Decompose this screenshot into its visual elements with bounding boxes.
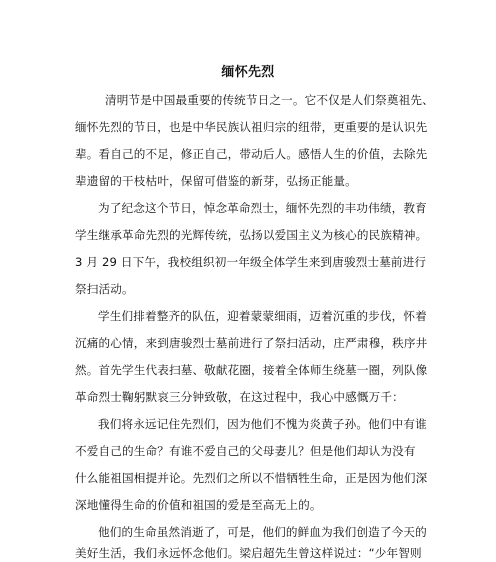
paragraph-1-line-1: 清明节是中国最重要的传统节日之一。它不仅是人们祭奠祖先、 [105,93,434,107]
paragraph-4-line-4: 深地懂得生命的价值和祖国的爱是至高无上的。 [75,498,322,512]
paragraph-3-line-3: 然。首先学生代表扫墓、敬献花圈，接着全体师生绕墓一圈，列队像 [75,363,428,377]
paragraph-2-line-4: 祭扫活动。 [75,282,134,296]
paragraph-2-line-2: 学生继承革命先烈的光辉传统，弘扬以爱国主义为核心的民族精神。 [75,228,428,242]
paragraph-1-line-3: 辈。看自己的不足，修正自己，带动后人。感悟人生的价值，去除先 [75,147,428,161]
paragraph-2-line-1: 为了纪念这个节日，悼念革命烈士，缅怀先烈的丰功伟绩，教育 [98,201,427,215]
paragraph-3-line-1: 学生们排着整齐的队伍，迎着蒙蒙细雨，迈着沉重的步伐，怀着 [98,309,427,323]
paragraph-4-line-3: 什么能祖国相提并论。先烈们之所以不惜牺牲生命，正是因为他们深 [75,471,428,485]
paragraph-2-line-3: 3 月 29 日下午，我校组织初一年级全体学生来到唐骏烈士墓前进行 [75,255,427,269]
paragraph-5-line-2: 美好生活，我们永远怀念他们。梁启超先生曾这样说过：“少年智则 [75,546,422,560]
paragraph-4-line-2: 不爱自己的生命？有谁不爱自己的父母妻儿？但是他们却认为没有 [75,444,416,458]
paragraph-1-line-2: 缅怀先烈的节日，也是中华民族认祖归宗的纽带，更重要的是认识先 [75,120,428,134]
paragraph-3-line-4: 革命烈士鞠躬默哀三分钟致敬，在这过程中，我心中感慨万千： [75,390,404,404]
paragraph-4-line-1: 我们将永远记住先烈们，因为他们不愧为炎黄子孙。他们中有谁 [98,417,427,431]
paragraph-5-line-1: 他们的生命虽然消逝了，可是，他们的鲜血为我们创造了今天的 [98,525,427,539]
paragraph-1-line-4: 辈遗留的干枝枯叶，保留可借鉴的新芽，弘扬正能量。 [75,174,357,188]
paragraph-3-line-2: 沉痛的心情，来到唐骏烈士墓前进行了祭扫活动，庄严肃穆，秩序井 [75,336,428,350]
document-title: 缅怀先烈 [221,65,275,80]
